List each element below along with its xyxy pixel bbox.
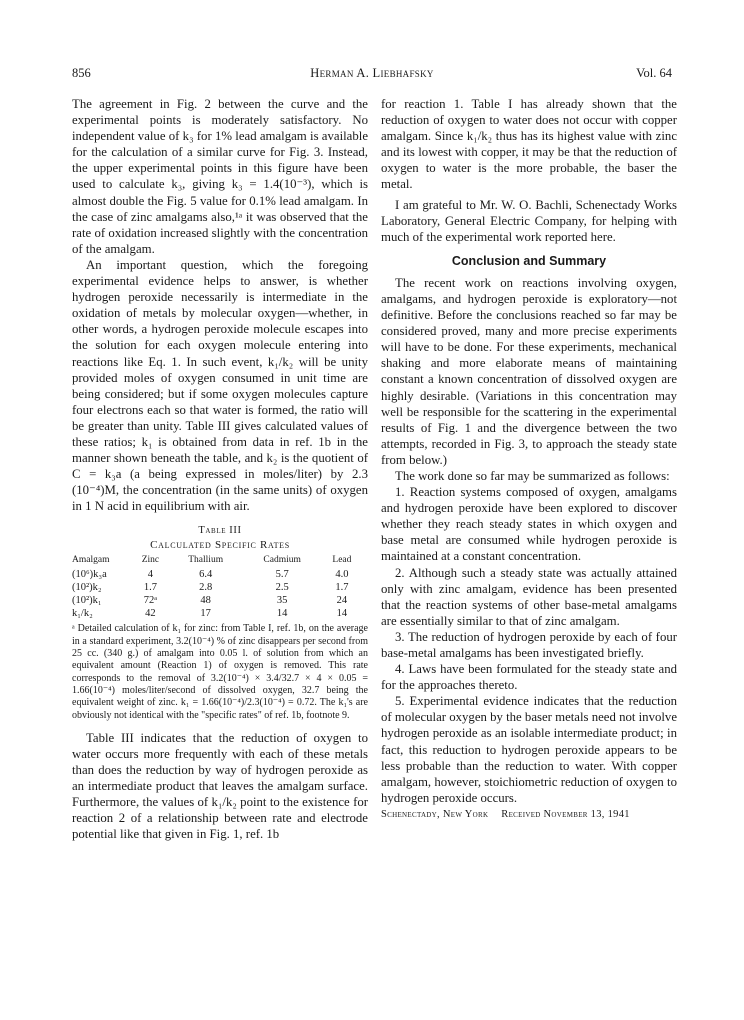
column-header: Lead (332, 555, 352, 566)
summary-item: 3. The reduction of hydrogen peroxide by each of four base-metal amalgams has been investigated briefly. (381, 629, 677, 660)
table-cell: 2.8 (199, 581, 213, 593)
paragraph: An important question, which the foregoing experimental evidence helps to answer, is whether hydrogen peroxide necessarily is intermediate in the oxidation of metals by molecular oxygen—whether, in other words, a hydrogen peroxide molecule escapes into the solution for each oxygen molecule entering into reactions like Eq. 1. In such event, k₁/k₂ will be unity provided moles of oxygen consumed in unit time are being considered; but if some oxygen molecules capture four electrons each so that water is formed, the ratio will be greater than unity. Table III gives calculated values of these ratios; k₁ is obtained from data in ref. 1b in the manner shown beneath the table, and k₂ is the quotient of C = k₃a (a being expressed in moles/liter) by 2.3 (10⁻⁴)M, the concentration (in the same units) of oxygen in 1 N acid in equilibrium with air. (72, 257, 368, 514)
column-header: Zinc (141, 555, 160, 566)
page-number: 856 (72, 66, 91, 80)
table-cell: 1.7 (335, 581, 349, 593)
column-header: Cadmium (263, 555, 301, 566)
table-cell: 14 (336, 608, 348, 620)
table-row (72, 594, 362, 607)
paragraph: Table III indicates that the reduction of oxygen to water occurs more frequently with each of these metals than does the reduction by way of hydrogen peroxide as an intermediate product that leaves the amalgam surface. Furthermore, the values of k₁/k₂ point to the existence for reaction 2 of a relationship between rate and electrode potential like that given in Fig. 1, ref. 1b (72, 730, 368, 842)
table-cell: 72ᵃ (143, 595, 158, 607)
received-date: Received November 13, 1941 (501, 808, 630, 820)
table-cell: 35 (276, 595, 288, 607)
table-cell: 6.4 (199, 568, 213, 580)
paragraph: for reaction 1. Table I has already shown that the reduction of oxygen to water does not occur with copper amalgam. Since k₁/k₂ thus has its highest value with zinc and its lowest with copper, it may be that the reduction of oxygen to water is the more probable, the baser the metal. (381, 97, 677, 192)
running-header (72, 66, 672, 82)
table-footnote: ᵃ Detailed calculation of k₁ for zinc: from Table I, ref. 1b, on the average in a standard experiment, 3.2(10⁻⁴) % of zinc disappears per second from 25 cc. (340 g.) of amalgam into 0.05 l. of solution from which an equivalent amount (Reaction 1) of oxygen is removed. This rate corresponds to the removal of 3.2(10⁻⁴) × 3.4/32.7 × 4 × 0.05 = 1.66(10⁻⁴) moles/liter/second of dissolved oxygen, 32.7 being the equivalent weight of zinc. k₁ = 1.66(10⁻⁴)/2.3(10⁻⁴) = 0.72. The k₁'s are obviously not identical with the "specific rates" of ref. 1b, footnote 9. (72, 623, 368, 721)
paragraph: The recent work on reactions involving oxygen, amalgams, and hydrogen peroxide is exploratory—not definitive. Before the conclusions reached so far may be considered proved, many and more precise experiments will have to be done. For these experiments, mechanical shaking and more elaborate means of maintaining constant a known concentration of dissolved oxygen are highly desirable. (Variations in this concentration may well be responsible for the scattering in the experimental results of Fig. 1 and the divergence between the two attempts, recorded in Fig. 3, to approach the steady state from below.) (381, 275, 677, 467)
table-cell: (10²)k₂ (72, 581, 102, 593)
table-cell: 2.5 (275, 581, 289, 593)
data-table (72, 554, 362, 620)
summary-item: 4. Laws have been formulated for the steady state and for the approaches thereto. (381, 662, 677, 693)
column-header: Thallium (188, 555, 224, 566)
summary-item: 1. Reaction systems composed of oxygen, amalgams and hydrogen peroxide have been explored to discover whether they reach steady states in which oxygen and base metal are consumed while hydrogen peroxide is maintained at a constant concentration. (381, 485, 677, 564)
signature-location: Schenectady, New York (381, 808, 489, 820)
table-cell: 24 (336, 595, 348, 607)
left-column (72, 96, 368, 842)
table-row (72, 581, 362, 594)
table-cell: 14 (276, 608, 288, 620)
table-iii (72, 524, 368, 721)
table-header-row (72, 554, 362, 567)
table-cell: (10²)k₁ (72, 595, 102, 607)
table-row (72, 607, 362, 620)
paragraph: I am grateful to Mr. W. O. Bachli, Schenectady Works Laboratory, General Electric Company, for helping with much of the experimental work reported here. (381, 197, 677, 244)
table-cell: 4 (147, 568, 154, 580)
table-subtitle: Calculated Specific Rates (150, 539, 290, 552)
table-cell: 17 (200, 608, 211, 620)
paragraph: The agreement in Fig. 2 between the curve and the experimental points is moderately satisfactory. No independent value of k₃ for 1% lead amalgam is available for the calculation of a similar curve for Fig. 3. Instead, the upper experimental points in this figure have been used to calculate k₃, giving k₃ = 1.4(10⁻³), which is almost double the Fig. 5 value for 0.1% lead amalgam. In the case of zinc amalgams also,¹ᵃ it was observed that the rate of oxidation increased slightly with the concentration of the amalgam. (72, 97, 368, 256)
table-cell: 1.7 (143, 581, 157, 593)
table-cell: 48 (200, 595, 211, 607)
table-cell: k₁/k₂ (72, 608, 93, 620)
table-cell: 4.0 (335, 568, 349, 580)
table-cell: (10⁶)k₃a (72, 568, 107, 580)
volume-number: Vol. 64 (636, 66, 672, 80)
signature-line (381, 809, 677, 820)
summary-item: 2. Although such a steady state was actually attained only with zinc amalgam, evidence has been presented that the reaction systems of other base-metal amalgams are essentially similar to that of zinc amalgam. (381, 565, 677, 628)
running-author: Herman A. Liebhafsky (310, 66, 434, 80)
table-row (72, 568, 362, 581)
table-cell: 5.7 (275, 568, 289, 580)
table-cell: 42 (145, 608, 156, 620)
summary-item: 5. Experimental evidence indicates that the reduction of molecular oxygen by the baser metals need not involve hydrogen peroxide as an isolable intermediate product; in fact, this reduction to hydrogen peroxide appears to be less probable than the reduction to water. With copper amalgam, however, stoichiometric reduction of oxygen to hydrogen peroxide occurs. (381, 694, 678, 805)
paragraph: The work done so far may be summarized as follows: (395, 468, 670, 483)
section-heading: Conclusion and Summary (451, 253, 607, 268)
column-header: Amalgam (72, 555, 110, 566)
right-column (381, 96, 677, 820)
table-title: Table III (198, 525, 242, 537)
